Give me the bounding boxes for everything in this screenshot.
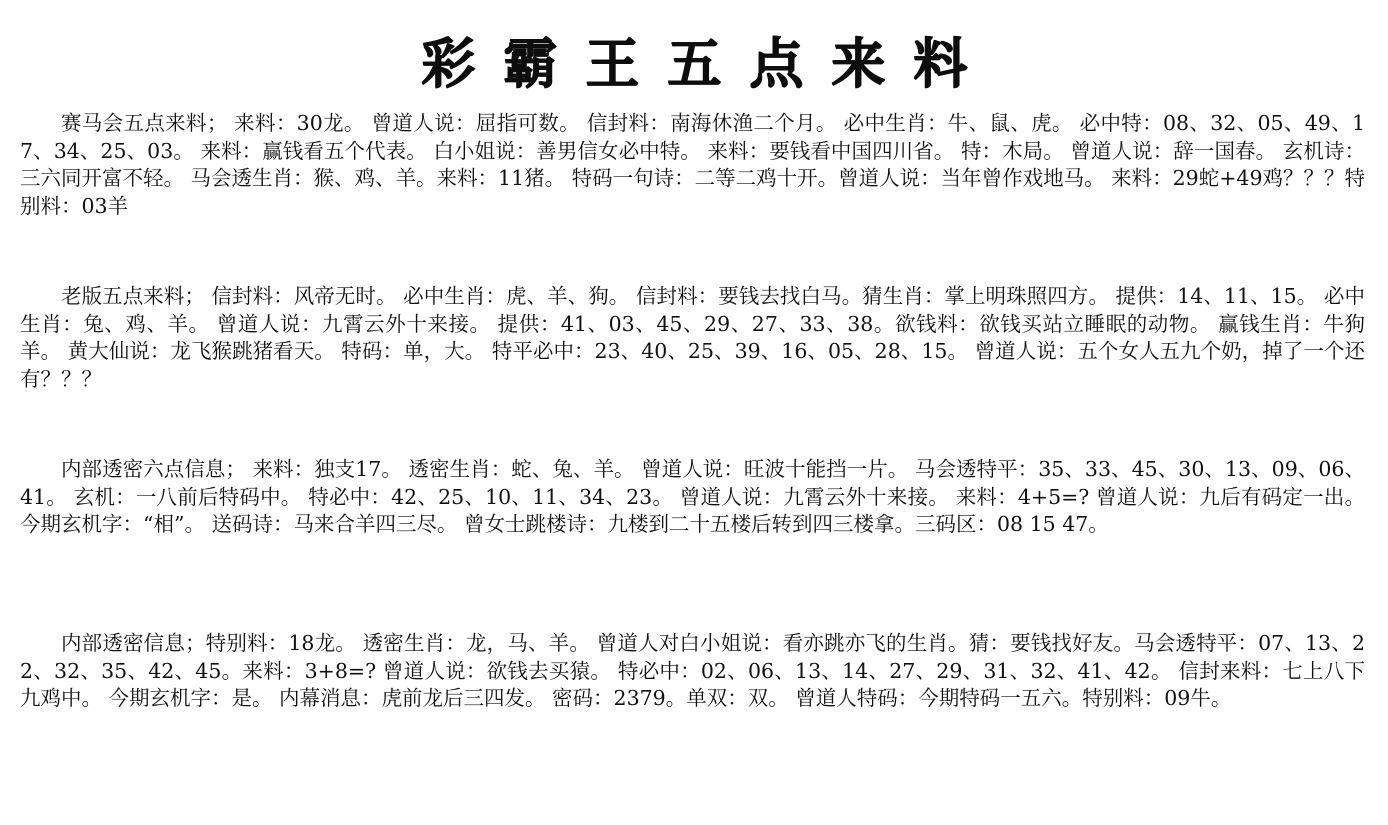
- paragraph-old-five-point: 老版五点来料； 信封料：风帝无时。 必中生肖：虎、羊、狗。 信封料：要钱去找白马。猜生肖：掌上明珠照四方。 提供：14、11、15。 必中生肖：兔、鸡、羊。 曾道人说：九霄云外十来接。 提供：41、03、45、29、27、33、38。欲钱料：欲钱买站立睡眠的动物。 赢钱生肖：牛狗羊。 黄大仙说：龙飞猴跳猪看天。 特码：单，大。 特平必中：23、40、25、39、16、05、28、15。 曾道人说：五个女人五九个奶，掉了一个还有？？？: [20, 284, 1365, 391]
- paragraph-saima-five-point: 赛马会五点来料； 来料：30龙。 曾道人说：屈指可数。 信封料：南海休渔二个月。 必中生肖：牛、鼠、虎。 必中特：08、32、05、49、17、34、25、03。 来料：赢钱看五个代表。 白小姐说：善男信女必中特。 来料：要钱看中国四川省。 特：木局。 曾道人说：辞一国春。 玄机诗：三六同开富不轻。 马会透生肖：猴、鸡、羊。来料：11猪。 特码一句诗：二等二鸡十开。曾道人说：当年曾作戏地马。 来料：29蛇+49鸡？？？特别料：03羊: [20, 111, 1365, 218]
- paragraph-internal-six-point: 内部透密六点信息； 来料：独支17。 透密生肖：蛇、兔、羊。 曾道人说：旺波十能挡一片。 马会透特平：35、33、45、30、13、09、06、41。 玄机：一八前后特码中。 特必中：42、25、10、11、34、23。 曾道人说：九霄云外十来接。 来料：4+5=? 曾道人说：九后有码定一出。 今期玄机字：“相”。 送码诗：马来合羊四三尽。 曾女士跳楼诗：九楼到二十五楼后转到四三楼拿。三码区：08 15 47。: [20, 457, 1365, 536]
- paragraph-internal-info: 内部透密信息；特别料：18龙。 透密生肖：龙，马、羊。 曾道人对白小姐说：看亦跳亦飞的生肖。猜：要钱找好友。马会透特平：07、13、22、32、35、42、45。来料：3+8=? 曾道人说：欲钱去买猿。 特必中：02、06、13、14、27、29、31、32、41、42。 信封来料：七上八下九鸡中。 今期玄机字：是。 内幕消息：虎前龙后三四发。 密码：2379。单双：双。 曾道人特码：今期特码一五六。特别料：09牛。: [20, 631, 1365, 710]
- page-title: 彩霸王五点来料: [421, 31, 995, 95]
